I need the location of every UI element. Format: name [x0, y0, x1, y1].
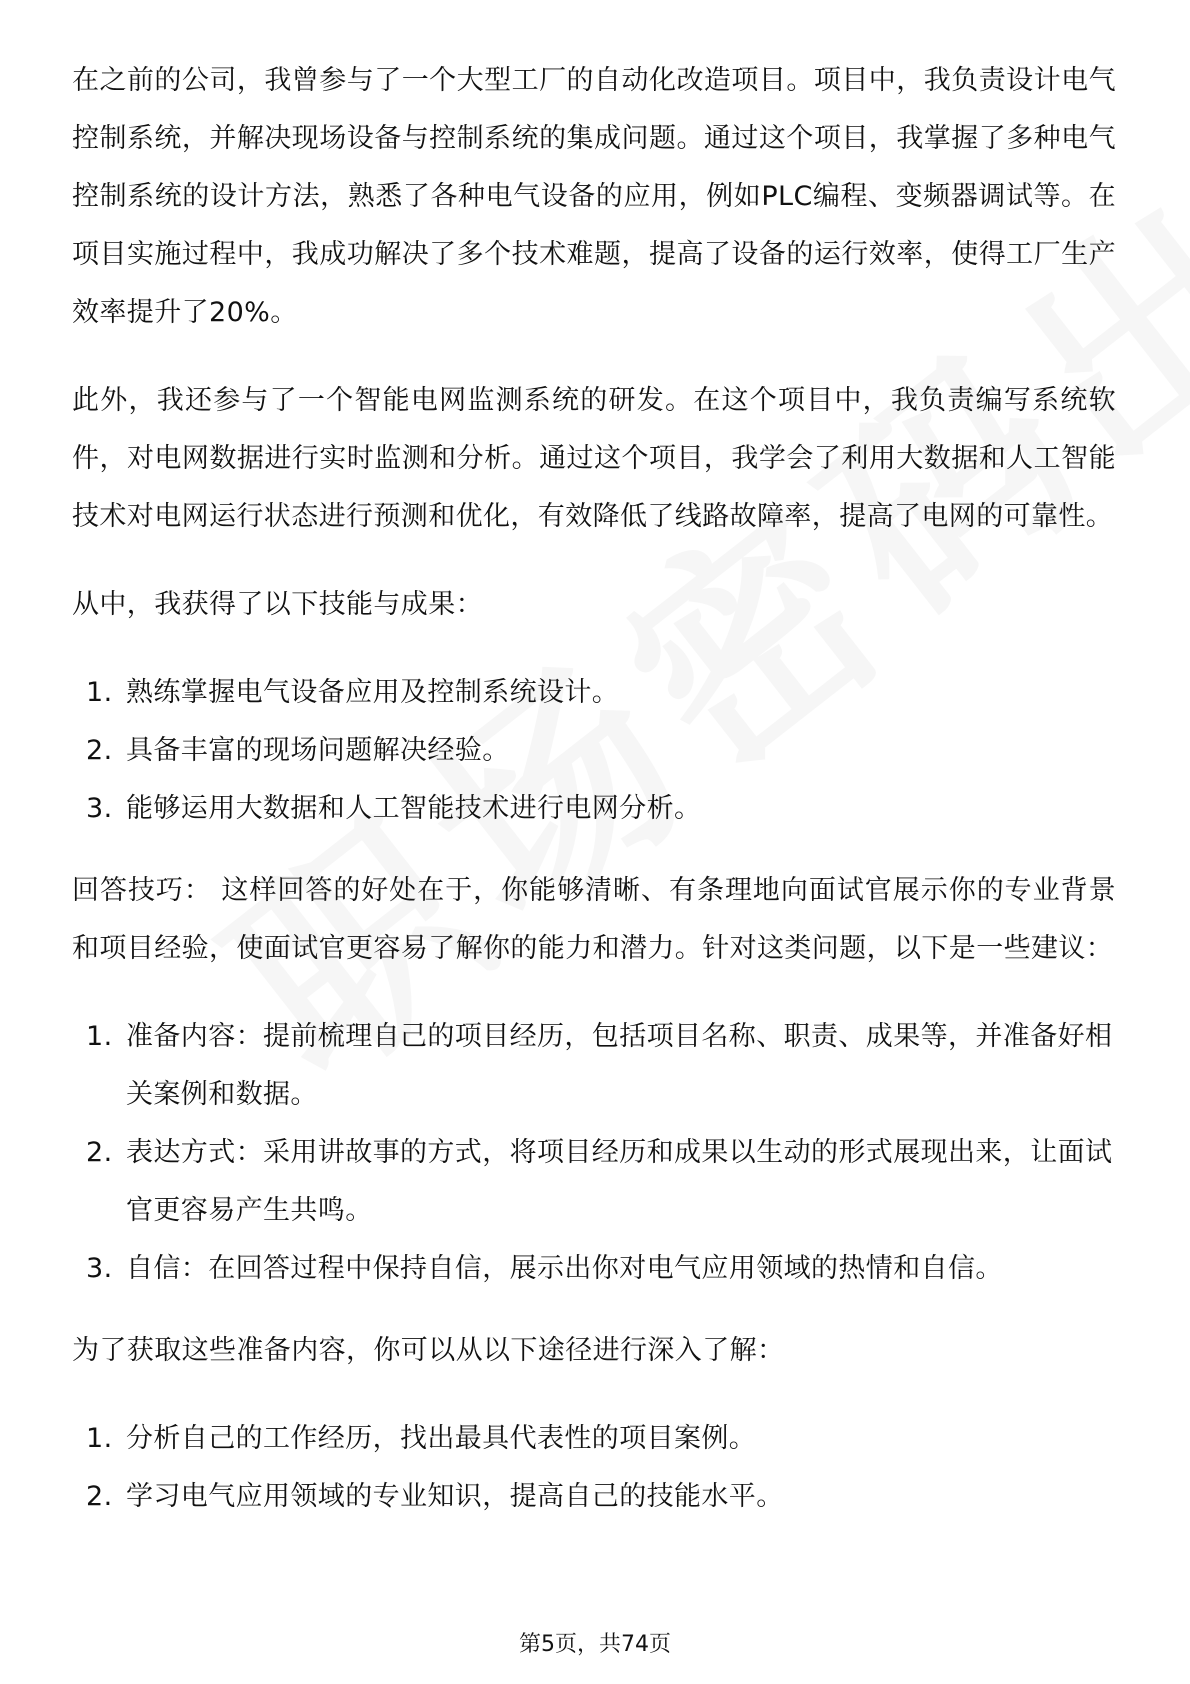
list-text: 熟练掌握电气设备应用及控制系统设计。: [126, 677, 620, 708]
list-item: [72, 664, 1116, 722]
list-text: 具备丰富的现场问题解决经验。: [126, 735, 510, 766]
paragraph-preparation-sources: 为了获取这些准备内容，你可以从以下途径进行深入了解：: [72, 1335, 785, 1366]
list-number: 1.: [86, 677, 113, 708]
skills-list: [72, 664, 1116, 838]
paragraph-answer-tips: 回答技巧： 这样回答的好处在于，你能够清晰、有条理地向面试官展示你的专业背景和项目经验，使面试官更容易了解你的能力和潜力。针对这类问题，以下是一些建议：: [72, 875, 1116, 964]
list-number: 1.: [86, 1423, 113, 1454]
paragraph-smart-grid: 此外，我还参与了一个智能电网监测系统的研发。在这个项目中，我负责编写系统软件，对电网数据进行实时监测和分析。通过这个项目，我学会了利用大数据和人工智能技术对电网运行状态进行预测和优化，有效降低了线路故障率，提高了电网的可靠性。: [72, 385, 1116, 532]
page-number-footer: 第5页，共74页: [519, 1632, 671, 1657]
list-item: [72, 1008, 1116, 1124]
list-text: 学习电气应用领域的专业知识，提高自己的技能水平。: [126, 1481, 784, 1512]
list-number: 2.: [86, 1137, 113, 1168]
list-item: [72, 780, 1116, 838]
document-body: [72, 52, 1116, 1550]
list-item: [72, 1240, 1116, 1298]
paragraph-skills-intro: 从中，我获得了以下技能与成果：: [72, 589, 483, 620]
list-number: 3.: [86, 1253, 113, 1284]
list-number: 2.: [86, 1481, 113, 1512]
list-text: 自信：在回答过程中保持自信，展示出你对电气应用领域的热情和自信。: [126, 1253, 1003, 1284]
list-text: 能够运用大数据和人工智能技术进行电网分析。: [126, 793, 702, 824]
paragraph-project-automation: 在之前的公司，我曾参与了一个大型工厂的自动化改造项目。项目中，我负责设计电气控制系统，并解决现场设备与控制系统的集成问题。通过这个项目，我掌握了多种电气控制系统的设计方法，熟悉了各种电气设备的应用，例如PLC编程、变频器调试等。在项目实施过程中，我成功解决了多个技术难题，提高了设备的运行效率，使得工厂生产效率提升了20%。: [72, 65, 1116, 328]
list-item: [72, 1124, 1116, 1240]
list-item: [72, 1410, 1116, 1468]
list-number: 2.: [86, 735, 113, 766]
list-text: 准备内容：提前梳理自己的项目经历，包括项目名称、职责、成果等，并准备好相关案例和数据。: [126, 1021, 1113, 1110]
list-item: [72, 722, 1116, 780]
list-text: 表达方式：采用讲故事的方式，将项目经历和成果以生动的形式展现出来，让面试官更容易产生共鸣。: [126, 1137, 1113, 1226]
sources-list: [72, 1410, 1116, 1526]
list-number: 1.: [86, 1021, 113, 1052]
list-text: 分析自己的工作经历，找出最具代表性的项目案例。: [126, 1423, 757, 1454]
tips-list: [72, 1008, 1116, 1298]
list-number: 3.: [86, 793, 113, 824]
list-item: [72, 1468, 1116, 1526]
